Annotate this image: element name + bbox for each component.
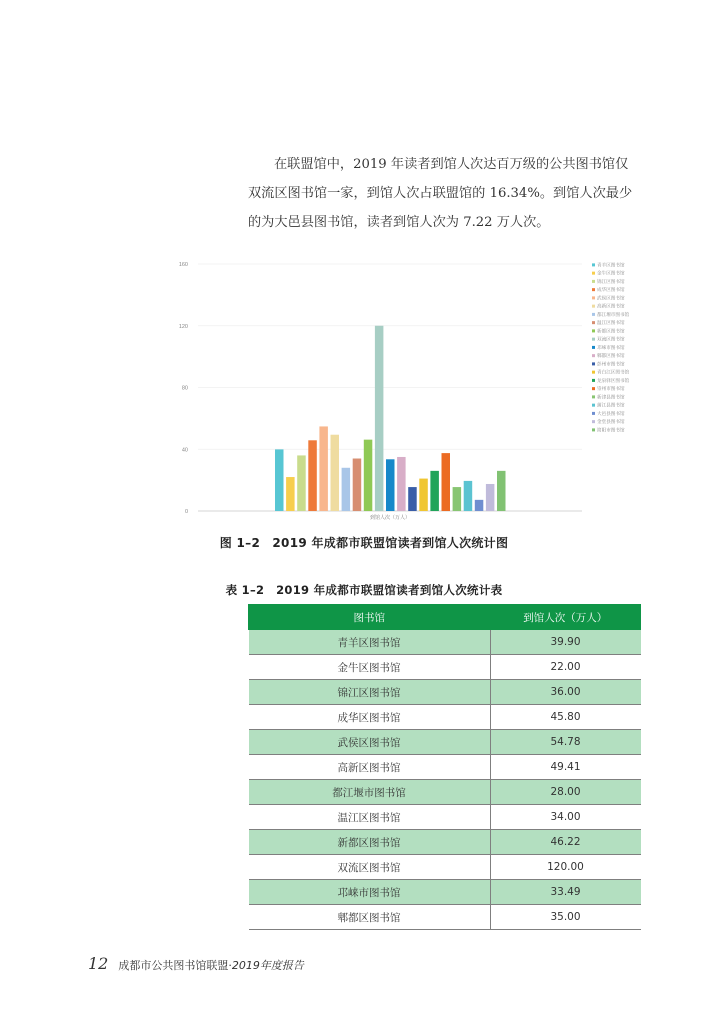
bar: [497, 471, 506, 511]
legend-label: 新津县图书馆: [597, 395, 625, 401]
legend-swatch: [592, 321, 595, 324]
legend-swatch: [592, 272, 595, 275]
paragraph-line-3: 的为大邑县图书馆，读者到馆人次为 7.22 万人次。: [248, 215, 550, 230]
legend-swatch: [592, 338, 595, 341]
legend-label: 龙泉驿区图书馆: [597, 378, 630, 384]
table-header-visits: 到馆人次（万人）: [490, 605, 641, 630]
legend-swatch: [592, 280, 595, 283]
bar: [430, 471, 439, 511]
page-number: 12: [88, 954, 109, 973]
legend-swatch: [592, 288, 595, 291]
legend-label: 崇州市图书馆: [597, 387, 625, 393]
legend-label: 双流区图书馆: [597, 337, 625, 343]
legend-label: 金牛区图书馆: [597, 271, 625, 277]
table-caption: 表 1–2 2019 年成都市联盟馆读者到馆人次统计表: [225, 583, 503, 597]
visits-cell: 36.00: [490, 680, 641, 705]
bar: [386, 459, 395, 511]
legend-swatch: [592, 346, 595, 349]
library-name-cell: 郫都区图书馆: [249, 905, 491, 930]
table-header-library: 图书馆: [249, 605, 491, 630]
bar: [275, 449, 284, 511]
legend-swatch: [592, 371, 595, 374]
visits-cell: 45.80: [490, 705, 641, 730]
bar: [464, 481, 473, 511]
table-row: [249, 780, 641, 805]
legend-swatch: [592, 263, 595, 266]
library-name-cell: 邛崃市图书馆: [249, 880, 491, 905]
legend-label: 高新区图书馆: [597, 304, 625, 310]
bar: [453, 487, 462, 511]
legend-label: 蒲江县图书馆: [597, 403, 625, 409]
legend-label: 温江区图书馆: [597, 321, 625, 327]
legend-label: 锦江区图书馆: [597, 279, 625, 285]
visits-cell: 46.22: [490, 830, 641, 855]
legend-swatch: [592, 305, 595, 308]
visits-cell: 22.00: [490, 655, 641, 680]
page-footer: [88, 954, 304, 973]
legend-label: 都江堰市图书馆: [597, 312, 630, 318]
table-row: [249, 755, 641, 780]
library-name-cell: 成华区图书馆: [249, 705, 491, 730]
visits-cell: 33.49: [490, 880, 641, 905]
bar: [342, 468, 351, 511]
legend-label: 邛崃市图书馆: [597, 345, 625, 351]
visits-cell: 54.78: [490, 730, 641, 755]
legend-label: 武侯区图书馆: [597, 296, 625, 302]
bar: [331, 435, 340, 511]
legend-label: 新都区图书馆: [597, 329, 625, 335]
legend-label: 金堂县图书馆: [597, 420, 625, 426]
library-name-cell: 都江堰市图书馆: [249, 780, 491, 805]
visits-cell: 120.00: [490, 855, 641, 880]
bar: [353, 459, 362, 511]
bar: [308, 440, 317, 511]
legend-swatch: [592, 404, 595, 407]
legend-swatch: [592, 329, 595, 332]
table-row: [249, 730, 641, 755]
legend-label: 青白江区图书馆: [597, 370, 630, 376]
bar: [364, 440, 373, 511]
legend-swatch: [592, 395, 595, 398]
paragraph-line-1: 在联盟馆中，2019 年读者到馆人次达百万级的公共图书馆仅: [274, 157, 629, 172]
legend-swatch: [592, 313, 595, 316]
bar: [408, 487, 417, 511]
visits-cell: 34.00: [490, 805, 641, 830]
library-name-cell: 双流区图书馆: [249, 855, 491, 880]
table-row: [249, 805, 641, 830]
library-name-cell: 锦江区图书馆: [249, 680, 491, 705]
legend-label: 郫都区图书馆: [597, 354, 625, 360]
y-tick-label: 160: [178, 262, 188, 268]
bar: [286, 477, 295, 511]
legend-label: 大邑县图书馆: [597, 411, 625, 417]
legend-label: 简阳市图书馆: [597, 428, 625, 434]
legend-swatch: [592, 420, 595, 423]
bar: [442, 453, 451, 511]
library-name-cell: 温江区图书馆: [249, 805, 491, 830]
legend-swatch: [592, 354, 595, 357]
table-row: [249, 880, 641, 905]
legend-swatch: [592, 412, 595, 415]
legend-swatch: [592, 296, 595, 299]
legend-swatch: [592, 379, 595, 382]
bar: [375, 326, 384, 511]
footer-separator: ·: [228, 959, 232, 972]
library-name-cell: 金牛区图书馆: [249, 655, 491, 680]
legend-swatch: [592, 428, 595, 431]
x-axis-label: 到馆人次（万人）: [369, 515, 411, 521]
legend-swatch: [592, 387, 595, 390]
table-header-row: [249, 605, 641, 630]
library-name-cell: 青羊区图书馆: [249, 630, 491, 655]
visits-cell: 39.90: [490, 630, 641, 655]
y-tick-label: 120: [178, 323, 188, 330]
footer-subtitle: 2019年度报告: [231, 959, 304, 972]
bar: [486, 484, 495, 511]
library-name-cell: 新都区图书馆: [249, 830, 491, 855]
table-row: [249, 680, 641, 705]
table-row: [249, 905, 641, 930]
y-tick-label: 0: [184, 509, 188, 515]
table-row: [249, 855, 641, 880]
paragraph-line-2: 双流区图书馆一家，到馆人次占联盟馆的 16.34%。到馆人次最少: [248, 186, 633, 201]
bar: [297, 455, 306, 511]
visits-cell: 49.41: [490, 755, 641, 780]
visitor-table: [248, 604, 641, 930]
visits-cell: 35.00: [490, 905, 641, 930]
table-row: [249, 705, 641, 730]
bar: [397, 457, 406, 511]
table-row: [249, 830, 641, 855]
visits-cell: 28.00: [490, 780, 641, 805]
legend-swatch: [592, 362, 595, 365]
footer-title: 成都市公共图书馆联盟: [118, 959, 229, 972]
table-row: [249, 655, 641, 680]
library-name-cell: 高新区图书馆: [249, 755, 491, 780]
y-tick-label: 40: [181, 447, 188, 454]
legend-label: 彭州市图书馆: [597, 362, 625, 368]
table-row: [249, 630, 641, 655]
legend-label: 青羊区图书馆: [597, 263, 625, 269]
figure-caption: 图 1–2 2019 年成都市联盟馆读者到馆人次统计图: [219, 536, 509, 550]
y-tick-label: 80: [181, 385, 188, 392]
library-name-cell: 武侯区图书馆: [249, 730, 491, 755]
legend-label: 成华区图书馆: [597, 288, 625, 294]
bar: [319, 426, 328, 511]
bar: [475, 500, 484, 511]
bar: [419, 479, 428, 511]
